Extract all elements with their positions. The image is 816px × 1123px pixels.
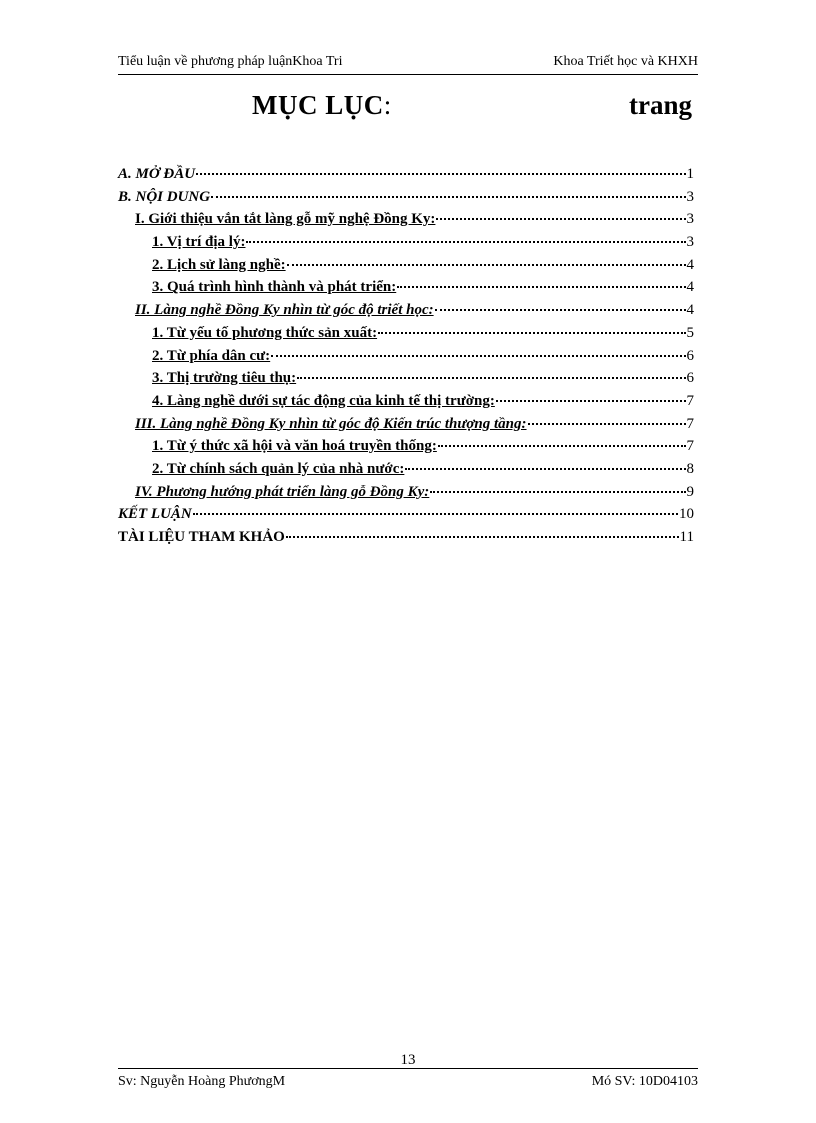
toc-dot-leader: [297, 376, 685, 379]
toc-entry-title[interactable]: 2. Từ phía dân cư:: [152, 347, 271, 364]
toc-entry-page: 6: [686, 347, 694, 364]
toc-entry-title[interactable]: 1. Từ yếu tố phương thức sản xuất:: [152, 324, 378, 341]
toc-dot-leader: [287, 263, 686, 266]
page-header: [118, 52, 698, 75]
toc-entry[interactable]: [118, 393, 694, 416]
toc-dot-leader: [496, 399, 686, 402]
toc-dot-leader: [528, 422, 686, 425]
toc-entry-page: 4: [686, 256, 694, 273]
toc-heading-text: MỤC LỤC: [252, 90, 384, 120]
toc-entry-title[interactable]: B. NỘI DUNG: [118, 188, 211, 205]
toc-entry-page: 11: [679, 529, 694, 545]
toc-dot-leader: [436, 217, 685, 220]
toc-entry[interactable]: [118, 257, 694, 280]
toc-entry[interactable]: [118, 370, 694, 393]
toc-dot-leader: [397, 285, 685, 288]
toc-dot-leader: [405, 467, 685, 470]
toc-dot-leader: [271, 354, 685, 357]
toc-entry-title[interactable]: 3. Thị trường tiêu thụ:: [152, 370, 297, 387]
header-left-text: Tiểu luận về phương pháp luậnKhoa Tri: [118, 54, 343, 69]
toc-entry-title[interactable]: 3. Quá trình hình thành và phát triển:: [152, 279, 397, 296]
toc-title-row: [118, 90, 692, 130]
toc-entry-title[interactable]: KẾT LUẬN: [118, 506, 192, 523]
toc-entry-title[interactable]: TÀI LIỆU THAM KHẢO: [118, 529, 285, 545]
page-footer: [118, 1068, 698, 1091]
header-right-text: Khoa Triết học và KHXH: [553, 54, 698, 69]
toc-entry[interactable]: [118, 325, 694, 348]
toc-entry[interactable]: [118, 438, 694, 461]
toc-entry-page: 3: [686, 211, 694, 228]
footer-student-id: Mó SV: 10D04103: [591, 1074, 698, 1089]
toc-dot-leader: [193, 512, 678, 515]
toc-entry[interactable]: [118, 461, 694, 484]
toc-entry[interactable]: [118, 506, 694, 529]
toc-entry-title[interactable]: 4. Làng nghề dưới sự tác động của kinh tế thị trường:: [152, 392, 495, 409]
toc-entry-title[interactable]: 1. Vị trí địa lý:: [152, 234, 246, 251]
page-column-heading: trang: [629, 90, 692, 120]
toc-entry[interactable]: [118, 211, 694, 234]
table-of-contents: [118, 166, 694, 552]
toc-dot-leader: [246, 240, 685, 243]
toc-entry-page: 3: [686, 188, 694, 205]
toc-entry-title[interactable]: III. Làng nghề Đồng Ky nhìn từ góc độ Kiến trúc thượng tầng:: [135, 415, 527, 432]
toc-dot-leader: [430, 490, 685, 493]
toc-entry-page: 4: [686, 279, 694, 296]
toc-entry-page: 7: [686, 392, 694, 409]
toc-dot-leader: [438, 444, 686, 447]
toc-entry[interactable]: [118, 302, 694, 325]
page-number: 13: [400, 1052, 416, 1068]
toc-entry[interactable]: [118, 279, 694, 302]
toc-entry-page: 1: [686, 166, 694, 182]
toc-entry[interactable]: [118, 348, 694, 371]
toc-entry[interactable]: [118, 189, 694, 212]
toc-entry-title[interactable]: 1. Từ ý thức xã hội và văn hoá truyền thống:: [152, 438, 437, 455]
toc-entry-title[interactable]: 2. Từ chính sách quản lý của nhà nước:: [152, 460, 405, 477]
toc-entry[interactable]: [118, 484, 694, 507]
toc-entry[interactable]: [118, 529, 694, 552]
toc-dot-leader: [435, 308, 686, 311]
toc-heading: [252, 90, 392, 121]
toc-entry-page: 6: [686, 370, 694, 387]
toc-entry-page: 5: [686, 324, 694, 341]
toc-dot-leader: [378, 331, 685, 334]
toc-dot-leader: [286, 535, 679, 538]
footer-student-name: Sv: Nguyễn Hoàng PhươngM: [118, 1074, 286, 1089]
toc-entry[interactable]: [118, 234, 694, 257]
toc-entry-page: 4: [686, 302, 694, 319]
toc-entry-page: 3: [686, 234, 694, 251]
toc-entry-page: 7: [686, 438, 694, 455]
toc-dot-leader: [196, 172, 685, 175]
toc-dot-leader: [211, 195, 685, 198]
toc-entry[interactable]: [118, 166, 694, 189]
toc-entry-page: 9: [686, 483, 694, 500]
toc-entry-title[interactable]: II. Làng nghề Đồng Ky nhìn từ góc độ triết học:: [135, 302, 434, 319]
toc-entry-title[interactable]: 2. Lịch sử làng nghề:: [152, 256, 286, 273]
toc-entry-title[interactable]: A. MỞ ĐẦU: [118, 166, 196, 182]
toc-entry-page: 8: [686, 460, 694, 477]
toc-heading-colon: :: [383, 90, 392, 120]
toc-entry[interactable]: [118, 416, 694, 439]
toc-entry-page: 10: [679, 506, 694, 523]
toc-entry-title[interactable]: IV. Phương hướng phát triển làng gỗ Đồng Ky:: [135, 483, 430, 500]
toc-entry-page: 7: [686, 415, 694, 432]
toc-entry-title[interactable]: I. Giới thiệu vắn tắt làng gỗ mỹ nghệ Đồng Ky:: [135, 211, 436, 228]
